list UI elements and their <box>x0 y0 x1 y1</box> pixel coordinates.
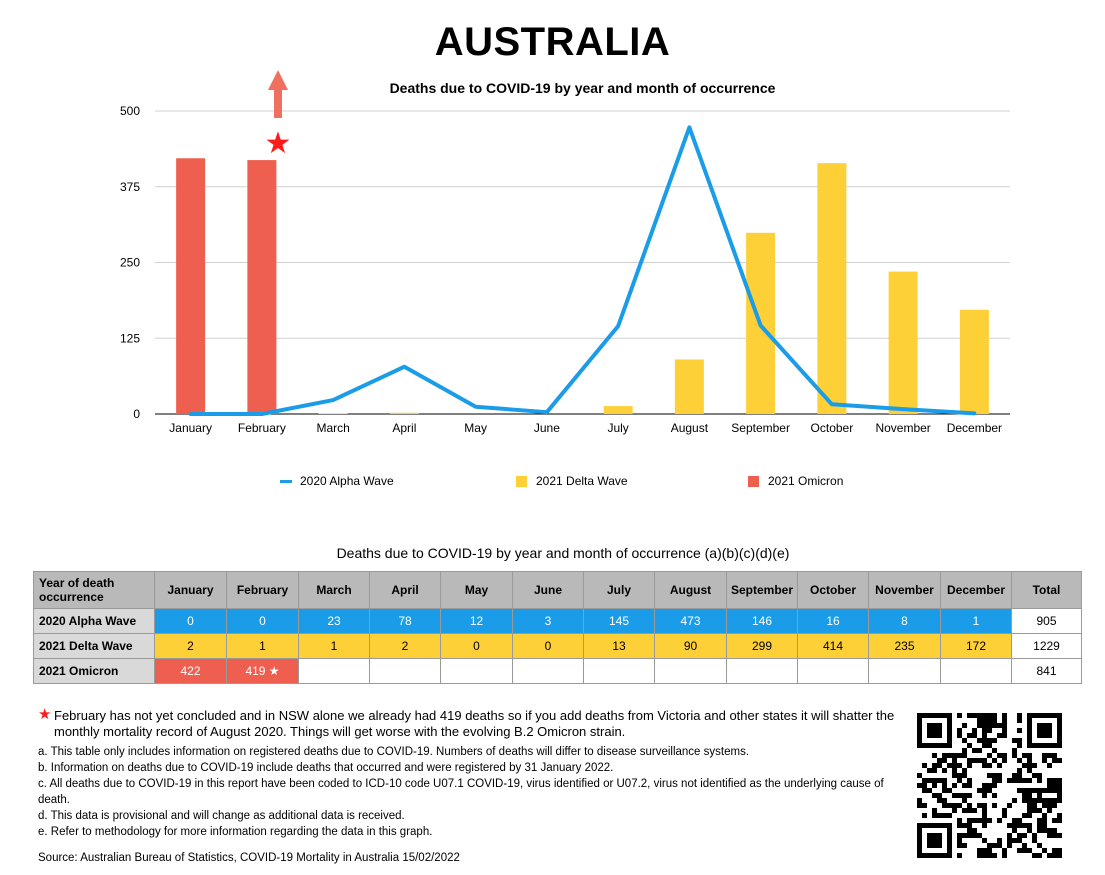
star-note <box>38 708 918 740</box>
note-c: c. All deaths due to COVID-19 in this report have been coded to ICD-10 code U07.1 COVID-19, virus identified or U07.2, virus not identified as the underlying cause of death. <box>38 778 884 806</box>
table-cell: 78 <box>370 609 441 634</box>
table-row <box>34 659 1082 684</box>
note-b: b. Information on deaths due to COVID-19 include deaths that occurred and were registered by 31 January 2022. <box>38 762 614 774</box>
table-cell <box>584 659 655 684</box>
x-tick-label: March <box>316 421 350 435</box>
table-column-header: May <box>441 572 513 609</box>
legend-swatch-delta <box>516 476 527 487</box>
table-cell-total: 1229 <box>1012 634 1082 659</box>
table-cell: 473 <box>655 609 727 634</box>
table-cell: 146 <box>727 609 798 634</box>
footnotes <box>38 708 918 840</box>
note-d: d. This data is provisional and will change as additional data is received. <box>38 810 405 822</box>
table-row-label: 2021 Delta Wave <box>34 634 155 659</box>
x-tick-label: September <box>731 421 790 435</box>
table-column-header: November <box>869 572 941 609</box>
deaths-table <box>33 571 1082 684</box>
star-icon: ★ <box>38 706 52 723</box>
x-tick-label: December <box>946 421 1003 435</box>
table-header-row <box>34 572 1082 609</box>
legend-line-swatch <box>280 480 292 483</box>
legend-delta <box>516 474 628 488</box>
table-row-label: 2021 Omicron <box>34 659 155 684</box>
chart-title: Deaths due to COVID-19 by year and month of occurrence <box>389 80 776 96</box>
table-row <box>34 634 1082 659</box>
table-row <box>34 609 1082 634</box>
x-tick-label: November <box>875 421 931 435</box>
table-column-header: June <box>513 572 584 609</box>
table-header-first: Year of death occurrence <box>34 572 155 609</box>
table-cell-total: 841 <box>1012 659 1082 684</box>
table-cell: 0 <box>441 634 513 659</box>
table-cell <box>869 659 941 684</box>
table-cell: 13 <box>584 634 655 659</box>
table-cell: 12 <box>441 609 513 634</box>
table-column-header: July <box>584 572 655 609</box>
star-note-text: February has not yet concluded and in NSW alone we already had 419 deaths so if you add deaths from Victoria and other states it will shatter the monthly mortality record of August 2020. Things will get worse with the evolving B.2 Omicron strain. <box>54 708 895 739</box>
table-column-header: April <box>370 572 441 609</box>
table-column-header: October <box>798 572 869 609</box>
table-column-header: March <box>299 572 370 609</box>
table-column-header: September <box>727 572 798 609</box>
bar-2021-delta-wave <box>960 310 989 414</box>
y-tick-label: 375 <box>119 179 140 194</box>
table-cell: 1 <box>299 634 370 659</box>
bar-2021-omicron <box>176 158 205 414</box>
bar-2021-delta-wave <box>390 413 419 414</box>
table-cell: 414 <box>798 634 869 659</box>
table-cell: 299 <box>727 634 798 659</box>
table-cell: 1 <box>941 609 1012 634</box>
legend-label-omicron: 2021 Omicron <box>768 474 844 488</box>
bar-2021-delta-wave <box>889 272 918 414</box>
line-2020-alpha-wave <box>191 127 975 414</box>
table-column-header: December <box>941 572 1012 609</box>
source-note: Source: Australian Bureau of Statistics, COVID-19 Mortality in Australia 15/02/2022 <box>38 852 460 864</box>
table-cell <box>798 659 869 684</box>
table-cell: 16 <box>798 609 869 634</box>
y-tick-label: 0 <box>133 407 140 421</box>
table-cell <box>941 659 1012 684</box>
table-cell-total: 905 <box>1012 609 1082 634</box>
table-cell: 0 <box>155 609 227 634</box>
qr-code-icon <box>917 713 1062 858</box>
legend-omicron <box>748 474 843 488</box>
x-tick-label: May <box>464 421 487 435</box>
bar-2021-delta-wave <box>604 406 633 414</box>
table-column-header: August <box>655 572 727 609</box>
x-tick-label: July <box>607 421 629 435</box>
table-cell: 235 <box>869 634 941 659</box>
y-tick-label: 250 <box>119 255 140 270</box>
table-column-header: January <box>155 572 227 609</box>
note-e: e. Refer to methodology for more information regarding the data in this graph. <box>38 826 433 838</box>
table-cell: 172 <box>941 634 1012 659</box>
legend-label-alpha: 2020 Alpha Wave <box>300 474 394 488</box>
page-title: AUSTRALIA <box>434 20 671 64</box>
note-a: a. This table only includes information on registered deaths due to COVID-19. Numbers of deaths will differ to disease surveillance systems. <box>38 746 750 758</box>
table-cell: 145 <box>584 609 655 634</box>
table-cell: 23 <box>299 609 370 634</box>
x-tick-label: January <box>169 421 212 435</box>
star-icon: ★ <box>264 127 292 160</box>
table-cell: 90 <box>655 634 727 659</box>
x-tick-label: August <box>670 421 709 435</box>
table-cell: 2 <box>155 634 227 659</box>
table-cell: 0 <box>227 609 299 634</box>
x-tick-label: June <box>533 421 560 435</box>
table-cell: 419 ★ <box>227 659 299 684</box>
x-tick-label: April <box>392 421 417 435</box>
table-cell: 1 <box>227 634 299 659</box>
table-cell: 422 <box>155 659 227 684</box>
y-tick-label: 500 <box>119 104 140 118</box>
x-tick-label: October <box>810 421 854 435</box>
table-column-header: February <box>227 572 299 609</box>
legend-swatch-omicron <box>748 476 759 487</box>
table-cell <box>441 659 513 684</box>
table-column-header: Total <box>1012 572 1082 609</box>
table-cell <box>513 659 584 684</box>
bar-2021-delta-wave <box>817 163 846 414</box>
x-tick-label: February <box>237 421 286 435</box>
legend-label-delta: 2021 Delta Wave <box>536 474 628 488</box>
table-cell: 2 <box>370 634 441 659</box>
bar-2021-delta-wave <box>319 413 348 414</box>
table-cell: 3 <box>513 609 584 634</box>
table-cell: 8 <box>869 609 941 634</box>
table-cell <box>299 659 370 684</box>
bar-2021-delta-wave <box>675 359 704 414</box>
table-cell <box>370 659 441 684</box>
table-cell <box>727 659 798 684</box>
table-cell <box>655 659 727 684</box>
table-title: Deaths due to COVID-19 by year and month of occurrence (a)(b)(c)(d)(e) <box>336 545 790 561</box>
table-row-label: 2020 Alpha Wave <box>34 609 155 634</box>
legend-alpha <box>280 474 394 488</box>
y-tick-label: 125 <box>119 331 140 346</box>
table-cell: 0 <box>513 634 584 659</box>
bar-2021-omicron <box>247 160 276 414</box>
